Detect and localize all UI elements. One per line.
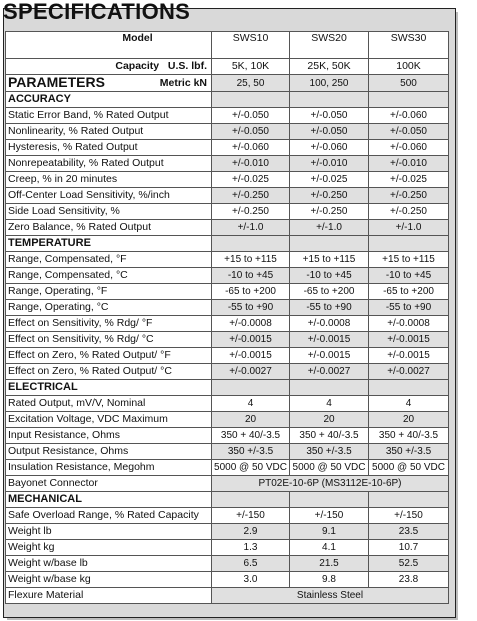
spec-label: Weight w/base lb: [6, 556, 212, 572]
spec-value: -10 to +45: [290, 268, 369, 284]
spec-value: +/-150: [369, 508, 449, 524]
spec-table: [5, 31, 449, 604]
spec-value: -55 to +90: [369, 300, 449, 316]
spec-value: -65 to +200: [369, 284, 449, 300]
spec-value: +/-150: [212, 508, 290, 524]
capacity-us-sws10: 5K, 10K: [212, 59, 290, 75]
spec-value: +/-0.250: [369, 188, 449, 204]
spec-label: Nonlinearity, % Rated Output: [6, 124, 212, 140]
spec-value: +/-1.0: [290, 220, 369, 236]
spec-value: +/-0.250: [290, 188, 369, 204]
spec-label: Effect on Zero, % Rated Output/ °C: [6, 364, 212, 380]
spec-value: +/-1.0: [369, 220, 449, 236]
spec-value: 5000 @ 50 VDC: [369, 460, 449, 476]
spec-value: 1.3: [212, 540, 290, 556]
spec-value: 20: [290, 412, 369, 428]
section-blank-cell: [290, 380, 369, 396]
spec-value: +15 to +115: [212, 252, 290, 268]
spec-value: 350 + 40/-3.5: [369, 428, 449, 444]
spec-value: 350 + 40/-3.5: [212, 428, 290, 444]
spec-row: [6, 460, 449, 476]
spec-row: [6, 316, 449, 332]
spec-value: +/-0.250: [290, 204, 369, 220]
spec-value: -10 to +45: [369, 268, 449, 284]
spec-value: +/-0.025: [212, 172, 290, 188]
spec-value: 20: [369, 412, 449, 428]
spec-value: 20: [212, 412, 290, 428]
spec-value: 10.7: [369, 540, 449, 556]
spec-label: Excitation Voltage, VDC Maximum: [6, 412, 212, 428]
section-blank-cell: [212, 380, 290, 396]
section-blank-cell: [290, 236, 369, 252]
spec-value: 9.1: [290, 524, 369, 540]
spec-value: +/-0.060: [212, 140, 290, 156]
spec-label: Insulation Resistance, Megohm: [6, 460, 212, 476]
page-title: SPECIFICATIONS: [3, 0, 191, 24]
model-row: [6, 32, 449, 59]
spec-value: +/-0.0015: [212, 348, 290, 364]
spec-row: [6, 332, 449, 348]
capacity-metric-sws30: 500: [369, 75, 449, 92]
section-blank-cell: [212, 92, 290, 108]
spec-label: Weight kg: [6, 540, 212, 556]
spec-value: +/-0.0015: [212, 332, 290, 348]
spec-value: 350 +/-3.5: [369, 444, 449, 460]
section-blank-cell: [212, 492, 290, 508]
spec-value: 5000 @ 50 VDC: [290, 460, 369, 476]
spec-value: +/-0.0008: [290, 316, 369, 332]
spec-label: Range, Operating, °F: [6, 284, 212, 300]
spec-row: [6, 268, 449, 284]
spec-value: 350 +/-3.5: [212, 444, 290, 460]
section-heading: TEMPERATURE: [6, 236, 212, 252]
spec-value: 350 +/-3.5: [290, 444, 369, 460]
spec-value: +/-0.060: [290, 140, 369, 156]
spec-value: 2.9: [212, 524, 290, 540]
spec-value: +/-0.050: [369, 124, 449, 140]
spec-value: -55 to +90: [290, 300, 369, 316]
section-row: [6, 492, 449, 508]
spec-value: +/-0.0008: [369, 316, 449, 332]
spec-value: +/-0.0008: [212, 316, 290, 332]
spec-label: Side Load Sensitivity, %: [6, 204, 212, 220]
spec-row: [6, 572, 449, 588]
spec-label: Rated Output, mV/V, Nominal: [6, 396, 212, 412]
spec-row: [6, 396, 449, 412]
metric-unit-label: Metric kN: [159, 77, 207, 89]
spec-row: [6, 364, 449, 380]
section-blank-cell: [369, 380, 449, 396]
spec-row: [6, 428, 449, 444]
spec-label: Nonrepeatability, % Rated Output: [6, 156, 212, 172]
spec-row: [6, 508, 449, 524]
spec-table-body: [6, 32, 449, 604]
spec-value: +15 to +115: [369, 252, 449, 268]
section-blank-cell: [290, 492, 369, 508]
spec-merged-value: Stainless Steel: [212, 588, 449, 604]
section-blank-cell: [290, 92, 369, 108]
spec-value: -65 to +200: [290, 284, 369, 300]
capacity-metric-sws10: 25, 50: [212, 75, 290, 92]
spec-value: +/-0.0015: [369, 348, 449, 364]
spec-row: [6, 172, 449, 188]
section-blank-cell: [369, 236, 449, 252]
capacity-us-sws20: 25K, 50K: [290, 59, 369, 75]
spec-label: Range, Compensated, °C: [6, 268, 212, 284]
spec-row: [6, 300, 449, 316]
spec-value: +/-0.0027: [369, 364, 449, 380]
spec-row: [6, 220, 449, 236]
section-row: [6, 92, 449, 108]
spec-row: [6, 412, 449, 428]
spec-label: Effect on Zero, % Rated Output/ °F: [6, 348, 212, 364]
spec-value: +/-0.0027: [290, 364, 369, 380]
spec-value: 4: [369, 396, 449, 412]
spec-row: [6, 108, 449, 124]
section-heading: ELECTRICAL: [6, 380, 212, 396]
spec-value: +/-0.010: [369, 156, 449, 172]
spec-value: 52.5: [369, 556, 449, 572]
spec-row: [6, 588, 449, 604]
spec-label: Static Error Band, % Rated Output: [6, 108, 212, 124]
spec-row: [6, 476, 449, 492]
spec-value: 23.5: [369, 524, 449, 540]
spec-value: 350 + 40/-3.5: [290, 428, 369, 444]
spec-value: 23.8: [369, 572, 449, 588]
spec-row: [6, 124, 449, 140]
spec-label: Zero Balance, % Rated Output: [6, 220, 212, 236]
spec-row: [6, 540, 449, 556]
section-row: [6, 380, 449, 396]
section-blank-cell: [369, 92, 449, 108]
spec-row: [6, 252, 449, 268]
spec-value: 3.0: [212, 572, 290, 588]
spec-value: +/-0.0015: [290, 348, 369, 364]
spec-value: +/-0.0015: [369, 332, 449, 348]
spec-value: 9.8: [290, 572, 369, 588]
spec-value: +/-150: [290, 508, 369, 524]
spec-value: 4: [290, 396, 369, 412]
section-heading: MECHANICAL: [6, 492, 212, 508]
spec-row: [6, 204, 449, 220]
section-heading: ACCURACY: [6, 92, 212, 108]
spec-value: +/-0.050: [290, 124, 369, 140]
spec-value: -55 to +90: [212, 300, 290, 316]
capacity-us-sws30: 100K: [369, 59, 449, 75]
capacity-metric-row: [6, 75, 449, 92]
spec-label: Effect on Sensitivity, % Rdg/ °C: [6, 332, 212, 348]
us-unit-label: U.S. lbf.: [167, 60, 207, 72]
spec-label: Bayonet Connector: [6, 476, 212, 492]
spec-value: 4: [212, 396, 290, 412]
section-blank-cell: [212, 236, 290, 252]
spec-row: [6, 156, 449, 172]
spec-row: [6, 140, 449, 156]
spec-value: +/-0.250: [369, 204, 449, 220]
spec-value: +/-0.025: [290, 172, 369, 188]
spec-value: 4.1: [290, 540, 369, 556]
spec-value: +/-0.250: [212, 204, 290, 220]
spec-label: Range, Compensated, °F: [6, 252, 212, 268]
section-row: [6, 236, 449, 252]
spec-value: +/-0.025: [369, 172, 449, 188]
section-blank-cell: [369, 492, 449, 508]
spec-row: [6, 524, 449, 540]
spec-label: Input Resistance, Ohms: [6, 428, 212, 444]
spec-value: +/-0.050: [290, 108, 369, 124]
parameters-label: PARAMETERS: [8, 74, 105, 90]
spec-value: -10 to +45: [212, 268, 290, 284]
spec-label: Output Resistance, Ohms: [6, 444, 212, 460]
spec-label: Weight w/base kg: [6, 572, 212, 588]
spec-value: +/-0.250: [212, 188, 290, 204]
spec-label: Flexure Material: [6, 588, 212, 604]
capacity-metric-sws20: 100, 250: [290, 75, 369, 92]
model-sws20: SWS20: [290, 32, 369, 59]
spec-value: +/-0.0027: [212, 364, 290, 380]
spec-value: +/-0.060: [369, 108, 449, 124]
spec-value: +/-0.060: [369, 140, 449, 156]
spec-value: 6.5: [212, 556, 290, 572]
model-sws30: SWS30: [369, 32, 449, 59]
spec-value: +/-0.050: [212, 124, 290, 140]
spec-value: 5000 @ 50 VDC: [212, 460, 290, 476]
spec-label: Creep, % in 20 minutes: [6, 172, 212, 188]
model-label: Model: [6, 32, 212, 59]
spec-row: [6, 188, 449, 204]
model-sws10: SWS10: [212, 32, 290, 59]
capacity-label: Capacity: [115, 60, 160, 72]
spec-value: +/-0.010: [212, 156, 290, 172]
spec-value: +/-0.010: [290, 156, 369, 172]
spec-row: [6, 556, 449, 572]
spec-merged-value: PT02E-10-6P (MS3112E-10-6P): [212, 476, 449, 492]
spec-value: +15 to +115: [290, 252, 369, 268]
spec-value: -65 to +200: [212, 284, 290, 300]
spec-label: Effect on Sensitivity, % Rdg/ °F: [6, 316, 212, 332]
spec-label: Off-Center Load Sensitivity, %/inch: [6, 188, 212, 204]
spec-label: Weight lb: [6, 524, 212, 540]
parameters-header: [6, 75, 212, 92]
spec-row: [6, 348, 449, 364]
spec-value: +/-0.050: [212, 108, 290, 124]
spec-row: [6, 444, 449, 460]
spec-label: Range, Operating, °C: [6, 300, 212, 316]
capacity-us-label: [6, 59, 212, 75]
spec-value: +/-1.0: [212, 220, 290, 236]
spec-value: +/-0.0015: [290, 332, 369, 348]
spec-label: Safe Overload Range, % Rated Capacity: [6, 508, 212, 524]
spec-label: Hysteresis, % Rated Output: [6, 140, 212, 156]
capacity-us-row: [6, 59, 449, 75]
spec-value: 21.5: [290, 556, 369, 572]
spec-row: [6, 284, 449, 300]
